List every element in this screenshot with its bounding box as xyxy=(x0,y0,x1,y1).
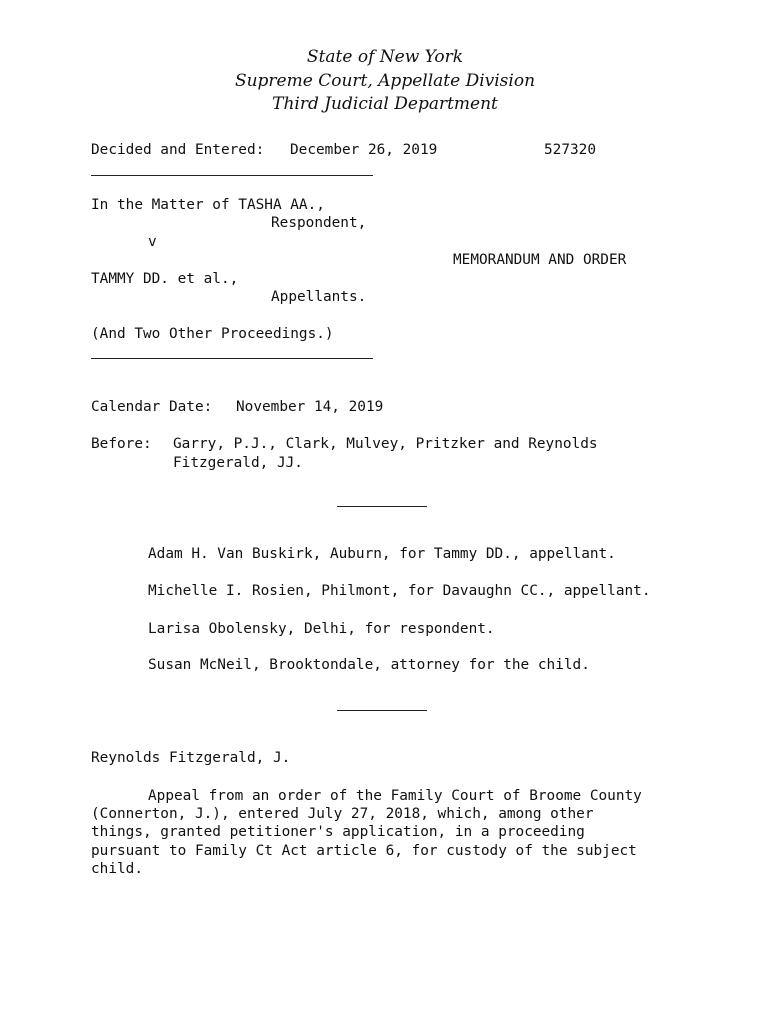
before-justices-line1: Garry, P.J., Clark, Mulvey, Pritzker and Reynolds xyxy=(173,436,598,452)
opinion-line: Appeal from an order of the Family Court of Broome County xyxy=(148,788,642,804)
opinion-line: child. xyxy=(91,861,143,877)
court-name: Supreme Court, Appellate Division xyxy=(234,70,536,91)
opinion-line: pursuant to Family Ct Act article 6, for custody of the subject xyxy=(91,843,637,859)
before-justices-line2: Fitzgerald, JJ. xyxy=(173,455,303,471)
appellants-line: TAMMY DD. et al., xyxy=(91,271,239,287)
order-type: MEMORANDUM AND ORDER xyxy=(453,252,627,268)
docket-number: 527320 xyxy=(544,142,596,158)
versus: v xyxy=(148,234,157,250)
department-name: Third Judicial Department xyxy=(272,94,498,114)
calendar-date: November 14, 2019 xyxy=(236,399,384,415)
matter-line: In the Matter of TASHA AA., xyxy=(91,197,325,213)
appellant-role: Appellants. xyxy=(271,289,367,305)
caption-bottom-rule xyxy=(91,358,373,359)
state-name: State of New York xyxy=(306,47,464,67)
opinion-line: things, granted petitioner's application, in a proceeding xyxy=(91,824,585,840)
other-proceedings: (And Two Other Proceedings.) xyxy=(91,326,334,342)
section-divider-2 xyxy=(337,710,427,711)
caption-top-rule xyxy=(91,175,373,176)
counsel-line: Larisa Obolensky, Delhi, for respondent. xyxy=(148,621,495,637)
counsel-line: Michelle I. Rosien, Philmont, for Davaughn CC., appellant. xyxy=(148,583,651,599)
opinion-line: (Connerton, J.), entered July 27, 2018, which, among other xyxy=(91,806,594,822)
section-divider-1 xyxy=(337,506,427,507)
counsel-line: Susan McNeil, Brooktondale, attorney for the child. xyxy=(148,657,590,673)
opinion-author: Reynolds Fitzgerald, J. xyxy=(91,750,291,766)
decided-label: Decided and Entered: xyxy=(91,142,265,158)
counsel-line: Adam H. Van Buskirk, Auburn, for Tammy DD., appellant. xyxy=(148,546,616,562)
court-heading xyxy=(0,46,770,117)
respondent-role: Respondent, xyxy=(271,215,367,231)
before-label: Before: xyxy=(91,436,152,452)
calendar-label: Calendar Date: xyxy=(91,399,213,415)
decided-date: December 26, 2019 xyxy=(290,142,438,158)
